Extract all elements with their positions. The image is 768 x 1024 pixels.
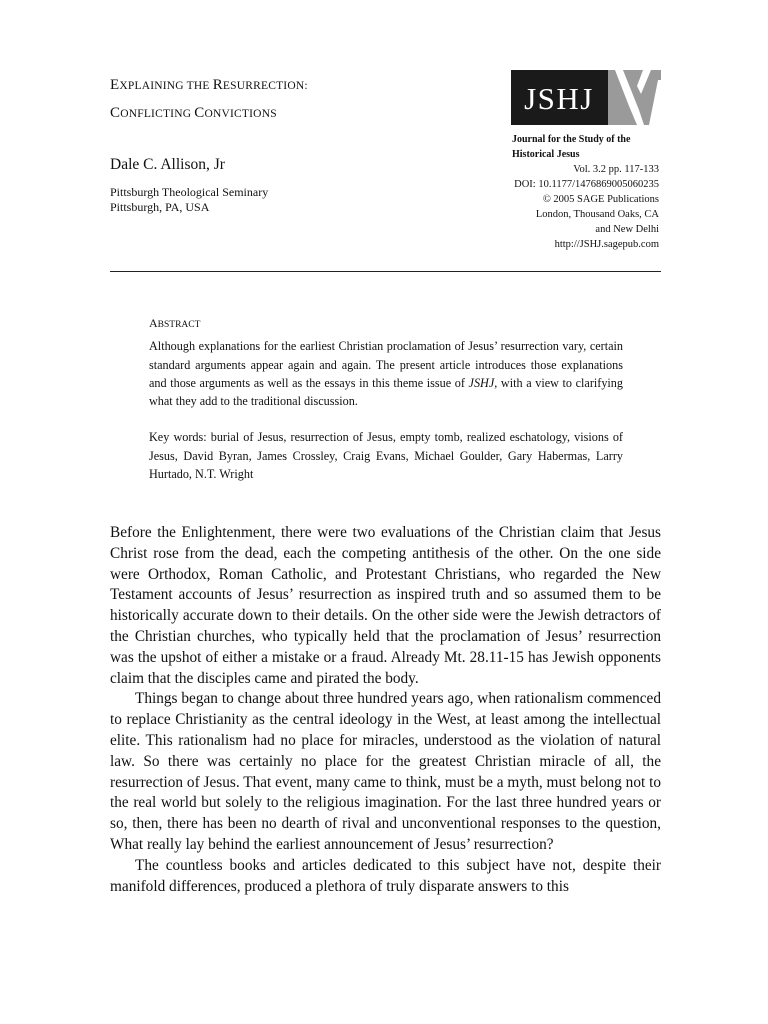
article-title-line-2: CONFLICTING CONVICTIONS <box>110 105 277 121</box>
article-title <box>110 72 308 128</box>
journal-volume: Vol. 3.2 pp. 117-133 <box>573 164 659 175</box>
abstract-section <box>149 314 623 483</box>
journal-info <box>470 132 659 252</box>
journal-url: http://JSHJ.sagepub.com <box>554 239 659 250</box>
logo-text: JSHJ <box>524 81 594 116</box>
journal-copyright: © 2005 SAGE Publications <box>542 194 659 205</box>
journal-location-1: London, Thousand Oaks, CA <box>535 209 659 220</box>
journal-abbrev-italic: JSHJ <box>468 375 495 390</box>
abstract-heading: ABSTRACT <box>149 316 201 330</box>
affiliation-line-2: Pittsburgh, PA, USA <box>110 200 210 214</box>
jshj-logo <box>511 70 661 125</box>
author-name: Dale C. Allison, Jr <box>110 156 225 173</box>
abstract-keywords: Key words: burial of Jesus, resurrection of Jesus, empty tomb, realized eschatology, visions of Jesus, David Byran, James Crossley, Craig Evans, Michael Goulder, Gary Habermas, Larry Hurtado, N.T. Wright <box>149 430 623 482</box>
header-divider <box>110 271 661 272</box>
author-affiliation <box>110 185 268 215</box>
article-body <box>110 523 661 897</box>
affiliation-line-1: Pittsburgh Theological Seminary <box>110 185 269 199</box>
abstract-text: Although explanations for the earliest Christian proclamation of Jesus’ resurrection vary, certain standard arguments appear again and again. The present article introduces those explanations and those arguments as well as the essays in this theme issue of JSHJ, with a view to clarifying what they add to the traditional discussion. <box>149 339 623 409</box>
journal-name: Journal for the Study of the Historical Jesus <box>512 134 631 160</box>
journal-details <box>470 162 659 252</box>
body-paragraph-3: The countless books and articles dedicated to this subject have not, despite their manifold differences, produced a plethora of truly disparate answers to this <box>110 856 661 895</box>
body-paragraph-2: Things began to change about three hundred years ago, when rationalism commenced to replace Christianity as the central ideology in the West, at least among the intellectual elite. This rationalism had no place for miracles, understood as the violation of natural law. So there was certainly no place for the greatest Christian miracle of all, the resurrection of Jesus. That event, many came to think, must be a myth, must belong not to the real world but solely to the religious imagination. For the last three hundred years or so, then, there has been no dearth of rival and unconventional responses to the question, What really lay behind the earliest announcement of Jesus’ resurrection? <box>110 690 661 853</box>
article-title-line-1: EXPLAINING THE RESURRECTION: <box>110 77 308 93</box>
body-paragraph-1: Before the Enlightenment, there were two evaluations of the Christian claim that Jesus Christ rose from the dead, each the competing antithesis of the other. On the one side were Orthodox, Roman Catholic, and Protestant Christians, who regarded the New Testament accounts of Jesus’ resurrection as inspired truth and so assumed them to be historically accurate down to their details. On the other side were the Jewish detractors of the Christian churches, who typically held that the proclamation of Jesus’ resurrection was the upshot of either a mistake or a fraud. Already Mt. 28.11-15 has Jewish opponents claim that the disciples came and pirated the body. <box>110 524 661 687</box>
journal-doi: DOI: 10.1177/1476869005060235 <box>514 179 659 190</box>
journal-location-2: and New Delhi <box>595 224 659 235</box>
